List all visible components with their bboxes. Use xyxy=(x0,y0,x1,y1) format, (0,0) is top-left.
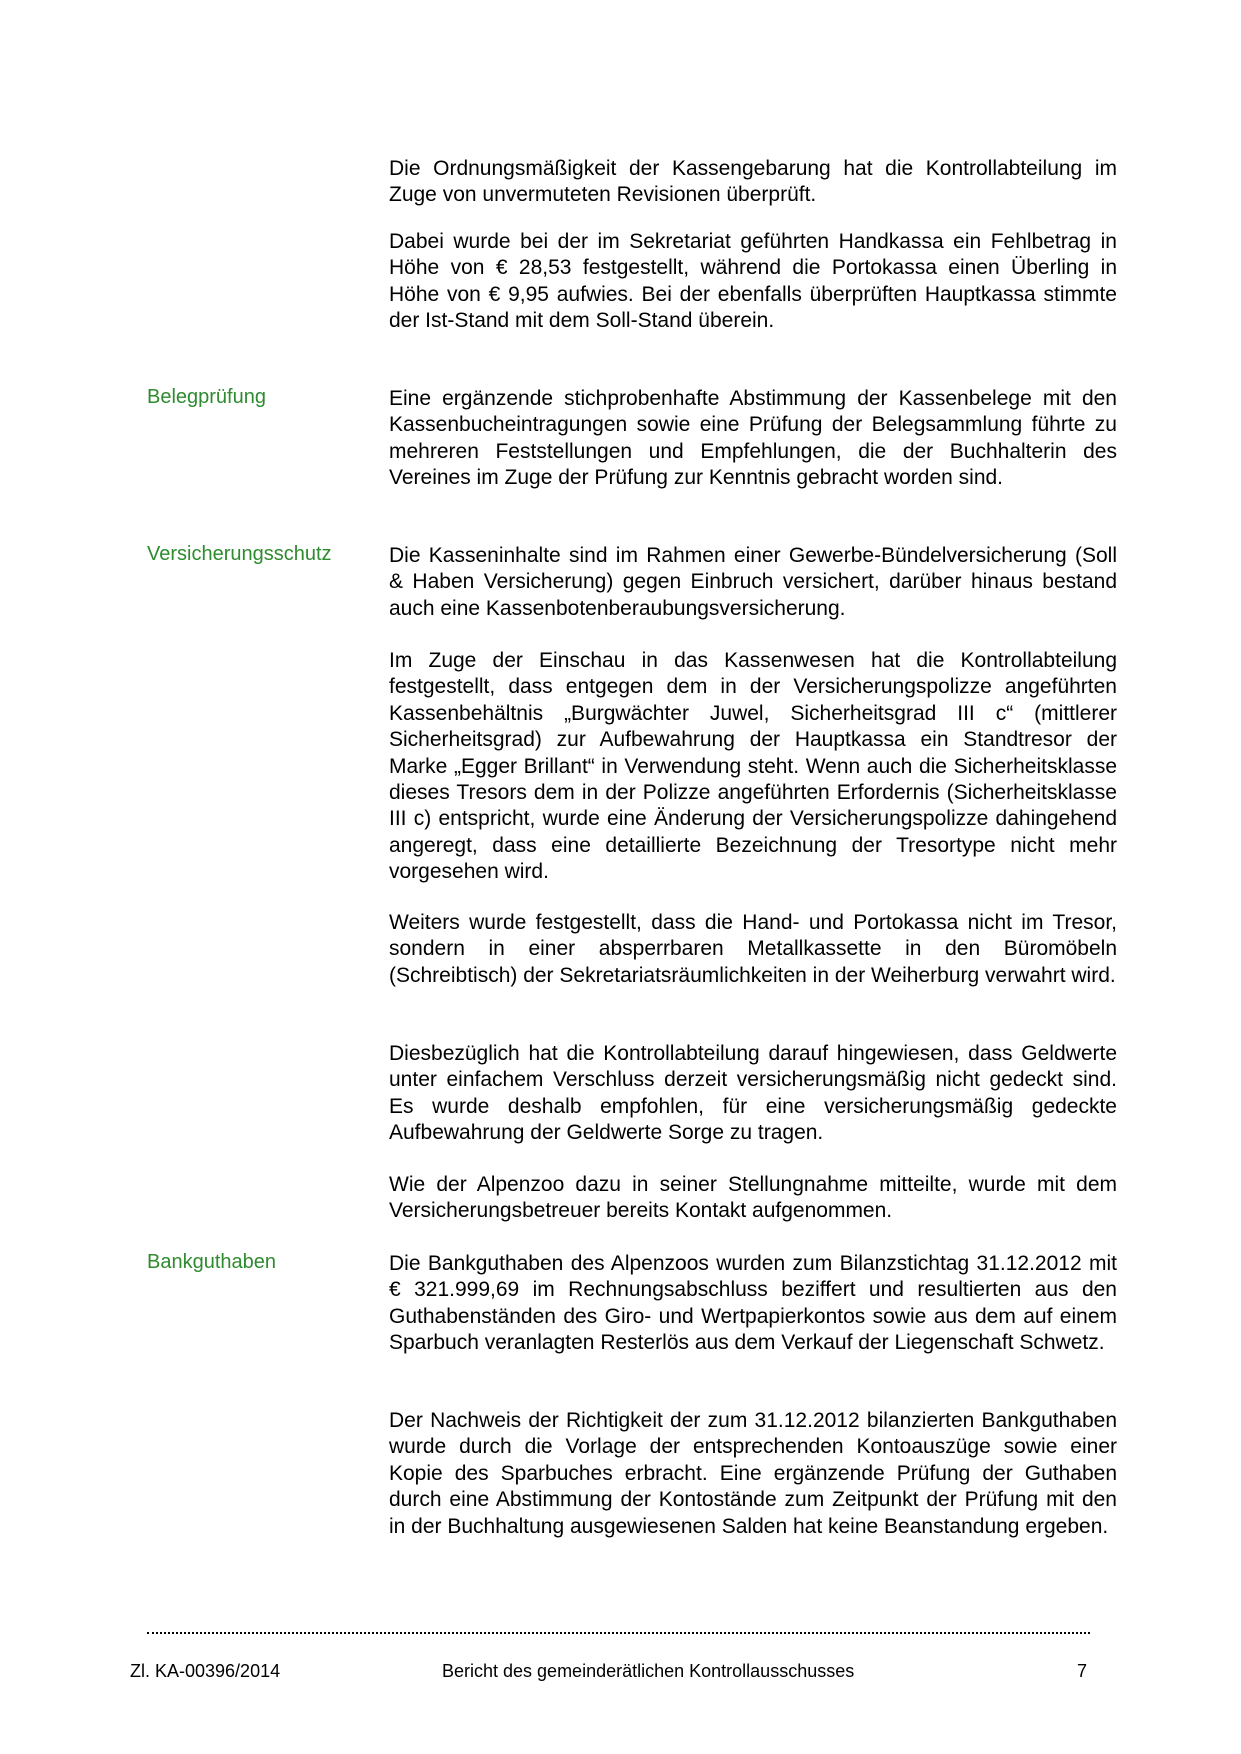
footer-divider xyxy=(147,1632,1090,1634)
footer-title: Bericht des gemeinderätlichen Kontrollausschusses xyxy=(442,1661,855,1681)
paragraph-geldwerte: Diesbezüglich hat die Kontrollabteilung darauf hingewiesen, dass Geldwerte unter einfachem Verschluss derzeit versicherungsmäßig nicht gedeckt sind. Es wurde deshalb empfohlen, für eine versicherungsmäßig gedeckte Aufbewahrung der Geldwerte Sorge zu tragen. xyxy=(389,1042,1117,1145)
paragraph-belegpruefung: Eine ergänzende stichprobenhafte Abstimmung der Kassenbelege mit den Kassenbucheintragungen sowie eine Prüfung der Belegsammlung führte zu mehreren Feststellungen und Empfehlungen, die der Buchhalterin des Vereines im Zuge der Prüfung zur Kenntnis gebracht worden sind. xyxy=(389,387,1117,490)
paragraph-kassenwesen: Im Zuge der Einschau in das Kassenwesen hat die Kontrollabteilung festgestellt, dass entgegen dem in der Versicherungspolizze angeführten Kassenbehältnis „Burgwächter Juwel, Sicherheitsgrad III c“ (mittlerer Sicherheitsgrad) zur Aufbewahrung der Hauptkassa ein Standtresor der Marke „Egger Brillant“ in Verwendung steht. Wenn auch die Sicherheitsklasse dieses Tresors dem in der Polizze angeführten Erfordernis (Sicherheitsklasse III c) entspricht, wurde eine Änderung der Versicherungspolizze dahingehend angeregt, dass eine detaillierte Bezeichnung der Tresortype nicht mehr vorgesehen wird. xyxy=(389,649,1117,884)
footer-reference: Zl. KA-00396/2014 xyxy=(130,1661,281,1681)
paragraph-stellungnahme: Wie der Alpenzoo dazu in seiner Stellungnahme mitteilte, wurde mit dem Versicherungsbetreuer bereits Kontakt aufgenommen. xyxy=(389,1173,1117,1223)
margin-note-belegpruefung: Belegprüfung xyxy=(147,386,266,408)
paragraph-versicherung: Die Kasseninhalte sind im Rahmen einer Gewerbe-Bündelversicherung (Soll & Haben Versicherung) gegen Einbruch versichert, darüber hinaus bestand auch eine Kassenbotenberaubungsversicherung. xyxy=(389,544,1117,620)
margin-note-versicherungsschutz: Versicherungsschutz xyxy=(147,543,332,565)
paragraph-bankguthaben: Die Bankguthaben des Alpenzoos wurden zum Bilanzstichtag 31.12.2012 mit € 321.999,69 im Rechnungsabschluss beziffert und resultierten aus den Guthabenständen des Giro- und Wertpapierkontos sowie aus dem auf einem Sparbuch veranlagten Resterlös aus dem Verkauf der Liegenschaft Schwetz. xyxy=(389,1252,1117,1355)
paragraph-handkassa: Dabei wurde bei der im Sekretariat geführten Handkassa ein Fehlbetrag in Höhe von € 28,53 festgestellt, während die Portokassa einen Überling in Höhe von € 9,95 aufwies. Bei der ebenfalls überprüften Hauptkassa stimmte der Ist-Stand mit dem Soll-Stand überein. xyxy=(389,230,1117,333)
paragraph-nachweis: Der Nachweis der Richtigkeit der zum 31.12.2012 bilanzierten Bankguthaben wurde durch die Vorlage der entsprechenden Kontoauszüge sowie einer Kopie des Sparbuches erbracht. Eine ergänzende Prüfung der Guthaben durch eine Abstimmung der Kontostände zum Zeitpunkt der Prüfung mit den in der Buchhaltung ausgewiesenen Salden hat keine Beanstandung ergeben. xyxy=(389,1409,1117,1538)
paragraph-hand-portokassa: Weiters wurde festgestellt, dass die Hand- und Portokassa nicht im Tresor, sondern in einer absperrbaren Metallkassette in den Büromöbeln (Schreibtisch) der Sekretariatsräumlichkeiten in der Weiherburg verwahrt wird. xyxy=(389,911,1117,987)
paragraph-kassengebarung: Die Ordnungsmäßigkeit der Kassengebarung hat die Kontrollabteilung im Zuge von unvermuteten Revisionen überprüft. xyxy=(389,157,1117,207)
margin-note-bankguthaben: Bankguthaben xyxy=(147,1251,277,1273)
page-number: 7 xyxy=(1077,1661,1088,1681)
